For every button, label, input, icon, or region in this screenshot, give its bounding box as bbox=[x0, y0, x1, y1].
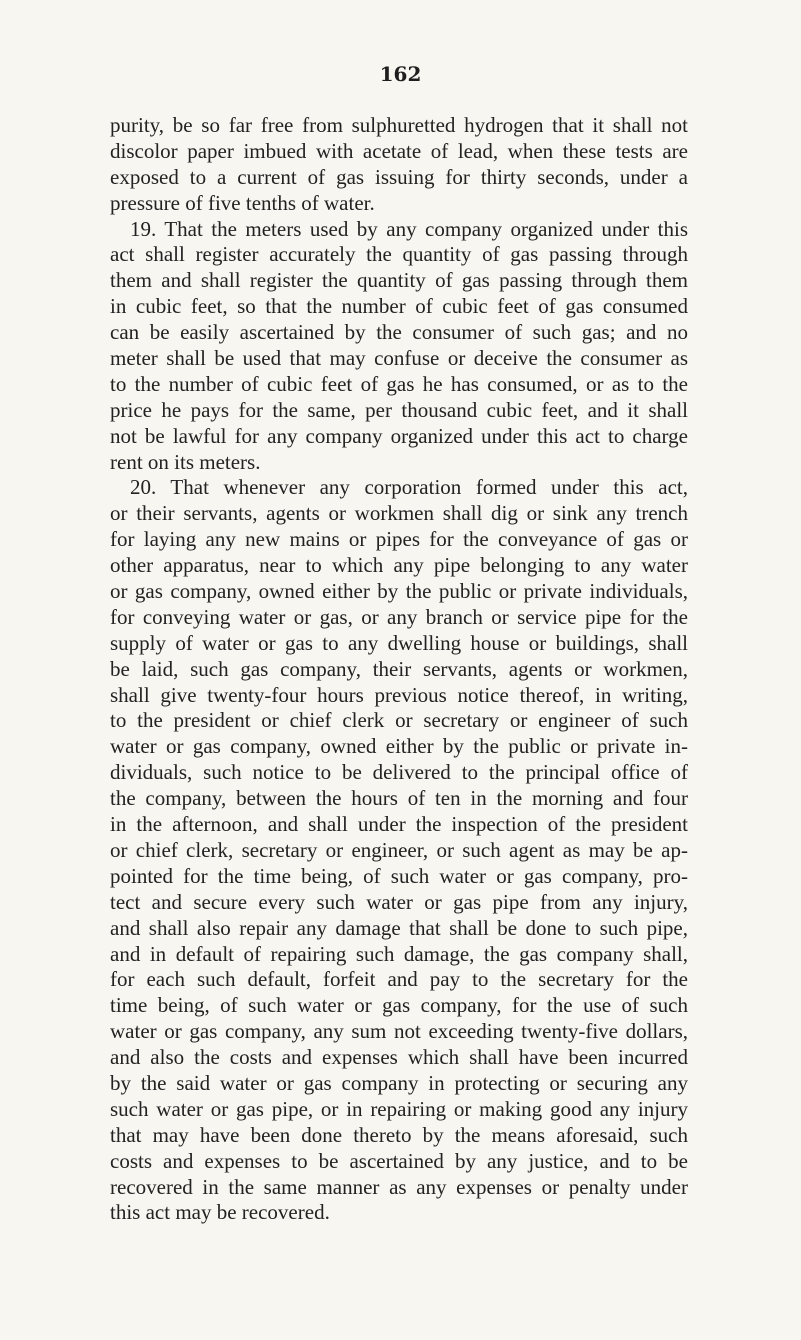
text-line: by the said water or gas company in protecting or securing any bbox=[110, 1070, 688, 1095]
body-text bbox=[110, 113, 688, 1226]
text-line: to the president or chief clerk or secretary or engineer of such bbox=[110, 708, 688, 733]
text-line: price he pays for the same, per thousand cubic feet, and it shall bbox=[110, 397, 688, 422]
text-line: pressure of five tenths of water. bbox=[110, 190, 375, 215]
text-line: such water or gas pipe, or in repairing or making good any injury bbox=[110, 1096, 688, 1121]
text-line: this act may be recovered. bbox=[110, 1200, 330, 1225]
text-line: shall give twenty-four hours previous notice thereof, in writing, bbox=[110, 682, 688, 707]
text-line: the company, between the hours of ten in the morning and four bbox=[110, 786, 688, 811]
text-line: to the number of cubic feet of gas he has consumed, or as to the bbox=[110, 371, 688, 396]
text-line: or their servants, agents or workmen shall dig or sink any trench bbox=[110, 501, 688, 526]
text-line: for conveying water or gas, or any branch or service pipe for the bbox=[110, 604, 688, 629]
page-number: 162 bbox=[379, 62, 422, 86]
text-line: dividuals, such notice to be delivered to the principal office of bbox=[110, 760, 688, 785]
text-line: water or gas company, any sum not exceeding twenty-five dollars, bbox=[110, 1019, 688, 1044]
text-line: and also the costs and expenses which shall have been incurred bbox=[110, 1045, 688, 1070]
text-line: for each such default, forfeit and pay to the secretary for the bbox=[110, 967, 688, 992]
text-line: for laying any new mains or pipes for the conveyance of gas or bbox=[110, 527, 688, 552]
text-line: recovered in the same manner as any expenses or penalty under bbox=[110, 1174, 688, 1199]
text-line: costs and expenses to be ascertained by any justice, and to be bbox=[110, 1148, 688, 1173]
text-line: act shall register accurately the quantity of gas passing through bbox=[110, 242, 688, 267]
text-line: or gas company, owned either by the public or private individuals, bbox=[110, 579, 688, 604]
text-line: exposed to a current of gas issuing for thirty seconds, under a bbox=[110, 164, 688, 189]
text-line: 19. That the meters used by any company organized under this bbox=[130, 216, 688, 241]
text-line: not be lawful for any company organized under this act to charge bbox=[110, 423, 688, 448]
text-line: water or gas company, owned either by the public or private in- bbox=[110, 734, 688, 759]
text-line: and shall also repair any damage that shall be done to such pipe, bbox=[110, 915, 688, 940]
text-line: and in default of repairing such damage, the gas company shall, bbox=[110, 941, 688, 966]
text-line: in cubic feet, so that the number of cubic feet of gas consumed bbox=[110, 294, 688, 319]
text-line: 20. That whenever any corporation formed under this act, bbox=[130, 475, 688, 500]
text-line: tect and secure every such water or gas pipe from any injury, bbox=[110, 889, 688, 914]
text-line: that may have been done thereto by the means aforesaid, such bbox=[110, 1122, 688, 1147]
text-line: can be easily ascertained by the consumer of such gas; and no bbox=[110, 320, 688, 345]
text-line: them and shall register the quantity of gas passing through them bbox=[110, 268, 688, 293]
text-line: rent on its meters. bbox=[110, 449, 261, 474]
text-line: other apparatus, near to which any pipe belonging to any water bbox=[110, 553, 688, 578]
text-line: purity, be so far free from sulphuretted hydrogen that it shall not bbox=[110, 113, 688, 137]
text-line: pointed for the time being, of such water or gas company, pro- bbox=[110, 863, 688, 888]
text-line: or chief clerk, secretary or engineer, or such agent as may be ap- bbox=[110, 837, 688, 862]
text-line: supply of water or gas to any dwelling house or buildings, shall bbox=[110, 630, 688, 655]
text-line: meter shall be used that may confuse or deceive the consumer as bbox=[110, 346, 688, 371]
text-line: in the afternoon, and shall under the inspection of the president bbox=[110, 812, 688, 837]
text-line: be laid, such gas company, their servants, agents or workmen, bbox=[110, 656, 688, 681]
text-line: discolor paper imbued with acetate of lead, when these tests are bbox=[110, 138, 688, 163]
text-line: time being, of such water or gas company, for the use of such bbox=[110, 993, 688, 1018]
